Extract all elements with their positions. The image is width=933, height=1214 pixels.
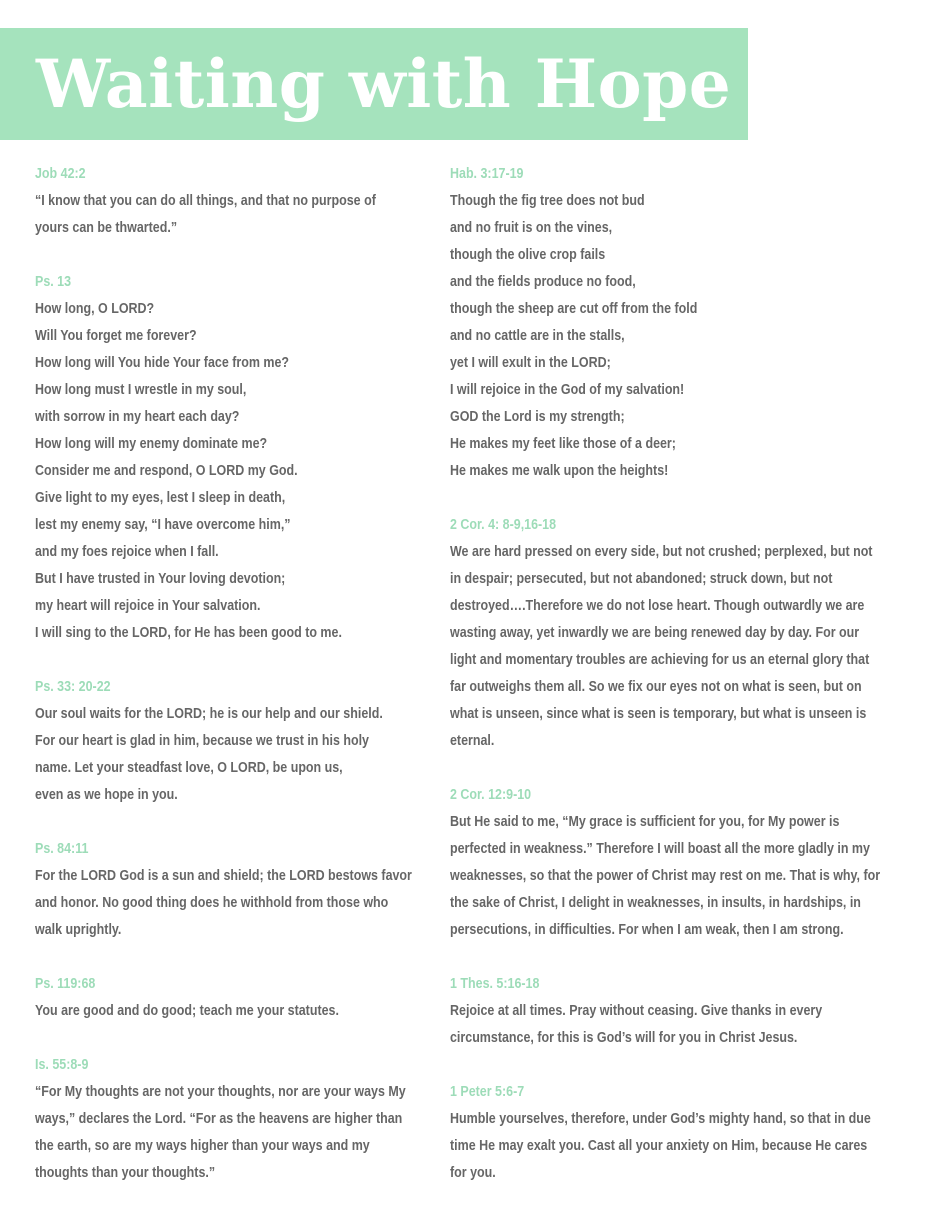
scripture-line: thoughts than your thoughts.” [35,1165,216,1181]
scripture-line: He makes me walk upon the heights! [450,463,669,479]
scripture-line: and honor. No good thing does he withhold from those who [35,895,389,911]
scripture-line: destroyed….Therefore we do not lose heart. Though outwardly we are [450,598,865,614]
scripture-line: walk uprightly. [35,922,122,938]
scripture-passage [450,782,916,944]
scripture-reference: Ps. 33: 20-22 [35,679,111,695]
scripture-line: persecutions, in difficulties. For when I am weak, then I am strong. [450,922,844,938]
scripture-text [450,1106,916,1187]
scripture-line: yet I will exult in the LORD; [450,355,611,371]
scripture-line: far outweighs them all. So we fix our eyes not on what is seen, but on [450,679,862,695]
scripture-line: I will sing to the LORD, for He has been good to me. [35,625,342,641]
scripture-text [35,188,440,242]
scripture-line: circumstance, for this is God’s will for you in Christ Jesus. [450,1030,798,1046]
scripture-line: even as we hope in you. [35,787,178,803]
scripture-line: with sorrow in my heart each day? [35,409,240,425]
scripture-reference: Ps. 119:68 [35,976,96,992]
scripture-line: How long, O LORD? [35,301,155,317]
scripture-line: But He said to me, “My grace is sufficient for you, for My power is [450,814,840,830]
scripture-line: How long must I wrestle in my soul, [35,382,247,398]
scripture-text [450,539,916,755]
scripture-line: my heart will rejoice in Your salvation. [35,598,261,614]
scripture-line: For the LORD God is a sun and shield; the LORD bestows favor [35,868,412,884]
scripture-passage [35,1052,440,1187]
scripture-passage [450,512,916,755]
scripture-line: ways,” declares the Lord. “For as the heavens are higher than [35,1111,403,1127]
scripture-text [35,296,440,647]
scripture-line: though the sheep are cut off from the fold [450,301,698,317]
scripture-line: Consider me and respond, O LORD my God. [35,463,298,479]
scripture-line: the sake of Christ, I delight in weaknesses, in insults, in hardships, in [450,895,861,911]
scripture-line: For our heart is glad in him, because we trust in his holy [35,733,369,749]
scripture-line: light and momentary troubles are achieving for us an eternal glory that [450,652,870,668]
scripture-line: I will rejoice in the God of my salvation! [450,382,685,398]
scripture-line: what is unseen, since what is seen is temporary, but what is unseen is [450,706,867,722]
scripture-text [450,188,916,485]
scripture-reference: Is. 55:8-9 [35,1057,89,1073]
scripture-line: though the olive crop fails [450,247,606,263]
scripture-line: But I have trusted in Your loving devotion; [35,571,286,587]
scripture-line: Our soul waits for the LORD; he is our help and our shield. [35,706,383,722]
scripture-line: “For My thoughts are not your thoughts, nor are your ways My [35,1084,406,1100]
scripture-line: name. Let your steadfast love, O LORD, be upon us, [35,760,343,776]
scripture-text [450,998,916,1052]
right-column [450,161,916,1214]
title-banner [0,28,748,140]
scripture-line: for you. [450,1165,496,1181]
scripture-line: and no cattle are in the stalls, [450,328,625,344]
scripture-text [35,701,440,809]
scripture-line: Give light to my eyes, lest I sleep in death, [35,490,286,506]
scripture-line: GOD the Lord is my strength; [450,409,625,425]
scripture-line: lest my enemy say, “I have overcome him,” [35,517,291,533]
scripture-passage [450,161,916,485]
scripture-text [35,863,440,944]
scripture-passage [450,1079,916,1187]
scripture-passage [450,971,916,1052]
scripture-reference: Job 42:2 [35,166,86,182]
scripture-line: He makes my feet like those of a deer; [450,436,676,452]
scripture-passage [35,836,440,944]
scripture-line: How long will my enemy dominate me? [35,436,268,452]
scripture-line: and my foes rejoice when I fall. [35,544,219,560]
scripture-line: Though the fig tree does not bud [450,193,645,209]
scripture-line: time He may exalt you. Cast all your anxiety on Him, because He cares [450,1138,868,1154]
scripture-reference: 1 Thes. 5:16-18 [450,976,540,992]
scripture-line: “I know that you can do all things, and that no purpose of [35,193,376,209]
scripture-passage [35,161,440,242]
scripture-line: and no fruit is on the vines, [450,220,613,236]
scripture-line: wasting away, yet inwardly we are being renewed day by day. For our [450,625,860,641]
scripture-line: perfected in weakness.” Therefore I will boast all the more gladly in my [450,841,870,857]
scripture-line: the earth, so are my ways higher than your ways and my [35,1138,370,1154]
scripture-text [450,809,916,944]
page-title: Waiting with Hope [36,45,732,123]
scripture-line: eternal. [450,733,495,749]
scripture-line: in despair; persecuted, but not abandoned; struck down, but not [450,571,833,587]
scripture-line: Will You forget me forever? [35,328,197,344]
scripture-reference: Ps. 13 [35,274,72,290]
scripture-line: weaknesses, so that the power of Christ may rest on me. That is why, for [450,868,881,884]
scripture-reference: Ps. 84:11 [35,841,89,857]
scripture-reference: 1 Peter 5:6-7 [450,1084,525,1100]
scripture-line: yours can be thwarted.” [35,220,178,236]
scripture-passage [35,674,440,809]
scripture-reference: Hab. 3:17-19 [450,166,524,182]
scripture-text [35,998,440,1025]
scripture-line: Humble yourselves, therefore, under God’s mighty hand, so that in due [450,1111,871,1127]
scripture-passage [35,971,440,1025]
scripture-line: You are good and do good; teach me your statutes. [35,1003,339,1019]
scripture-text [35,1079,440,1187]
left-column [35,161,440,1214]
scripture-line: Rejoice at all times. Pray without ceasing. Give thanks in every [450,1003,823,1019]
scripture-line: How long will You hide Your face from me? [35,355,290,371]
scripture-reference: 2 Cor. 12:9-10 [450,787,532,803]
scripture-reference: 2 Cor. 4: 8-9,16-18 [450,517,557,533]
scripture-passage [35,269,440,647]
scripture-line: We are hard pressed on every side, but not crushed; perplexed, but not [450,544,873,560]
scripture-line: and the fields produce no food, [450,274,636,290]
